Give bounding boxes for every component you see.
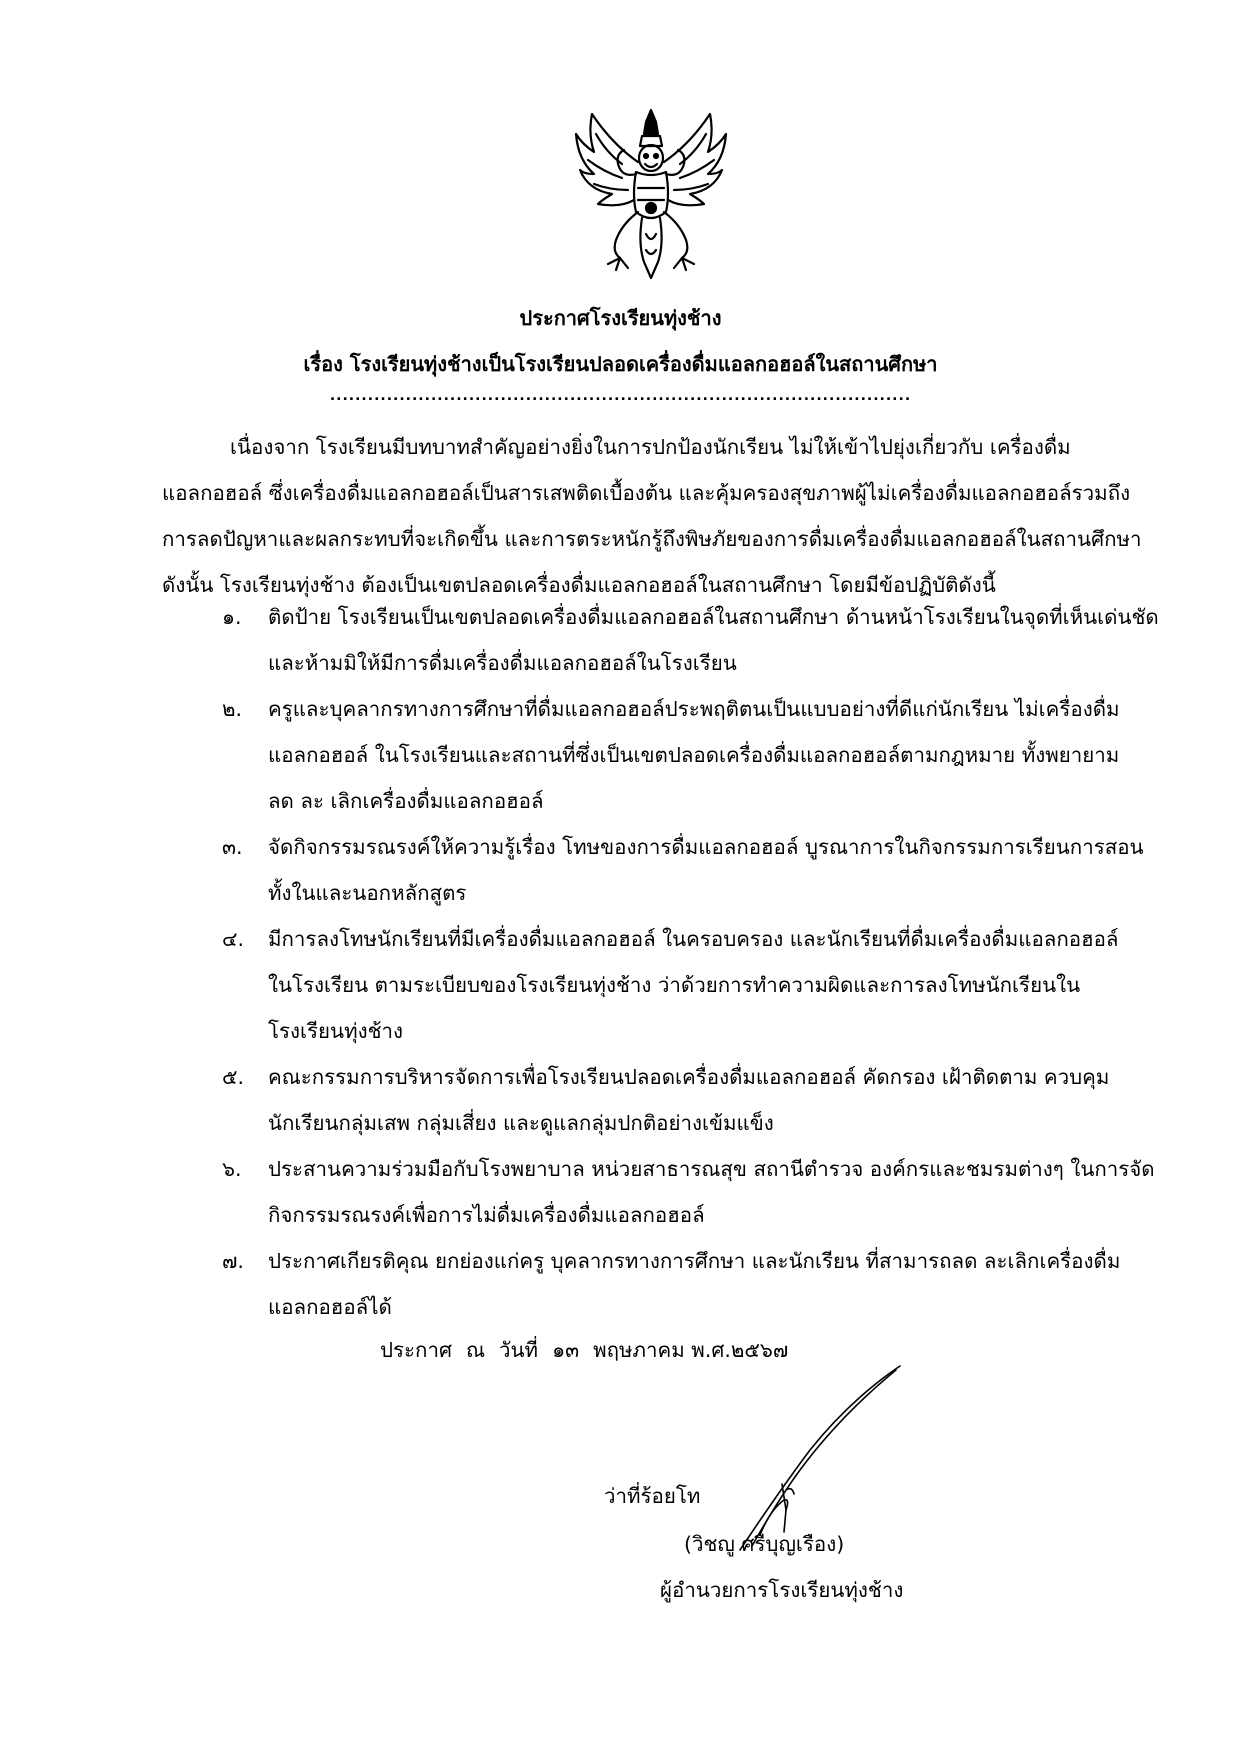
- announce-label: ประกาศ: [380, 1338, 452, 1362]
- item-line: ทั้งในและนอกหลักสูตร: [268, 881, 467, 905]
- announce-month-year: พฤษภาคม พ.ศ.๒๕๖๗: [593, 1338, 789, 1362]
- signer-rank: ว่าที่ร้อยโท: [604, 1484, 701, 1508]
- title-separator: ............................................................................................: [329, 388, 912, 404]
- item-line: กิจกรรมรณรงค์เพื่อการไม่ดื่มเครื่องดื่มแอลกอฮอล์: [268, 1203, 705, 1227]
- item-number: ๕.: [222, 1065, 245, 1089]
- item-line: นักเรียนกลุ่มเสพ กลุ่มเสี่ยง และดูแลกลุ่มปกติอย่างเข้มแข็ง: [268, 1111, 774, 1135]
- list-item: [222, 1238, 1120, 1330]
- announce-day: ๑๓: [552, 1338, 580, 1362]
- item-line: คณะกรรมการบริหารจัดการเพื่อโรงเรียนปลอดเครื่องดื่มแอลกอฮอล์ คัดกรอง เฝ้าติดตาม ควบคุม: [268, 1065, 1110, 1089]
- item-line: ประสานความร่วมมือกับโรงพยาบาล หน่วยสาธารณสุข สถานีตำรวจ องค์กรและชมรมต่างๆ ในการจัด: [268, 1157, 1155, 1181]
- item-line: แอลกอฮอล์ได้: [268, 1295, 392, 1319]
- intro-line: เนื่องจาก โรงเรียนมีบทบาทสำคัญอย่างยิ่งในการปกป้องนักเรียน ไม่ให้เข้าไปยุ่งเกี่ยวกับ เครื่องดื่ม: [230, 435, 1071, 459]
- item-line: ติดป้าย โรงเรียนเป็นเขตปลอดเครื่องดื่มแอลกอฮอล์ในสถานศึกษา ด้านหน้าโรงเรียนในจุดที่เห็นเด่นชัด: [268, 605, 1159, 629]
- document-subject: เรื่อง โรงเรียนทุ่งช้างเป็นโรงเรียนปลอดเครื่องดื่มแอลกอฮอล์ในสถานศึกษา: [303, 352, 938, 376]
- list-item: [222, 824, 1144, 916]
- list-item: [222, 1054, 1109, 1146]
- item-line: ประกาศเกียรติคุณ ยกย่องแก่ครู บุคลากรทางการศึกษา และนักเรียน ที่สามารถลด ละเลิกเครื่องดื่ม: [268, 1249, 1121, 1273]
- intro-line: การลดปัญหาและผลกระทบที่จะเกิดขึ้น และการตระหนักรู้ถึงพิษภัยของการดื่มเครื่องดื่มแอลกอฮอล์ในสถานศึกษา: [162, 527, 1142, 551]
- intro-line: แอลกอฮอล์ ซึ่งเครื่องดื่มแอลกอฮอล์เป็นสารเสพติดเบื้องต้น และคุ้มครองสุขภาพผู้ไม่เครื่องดื่มแอลกอฮอล์รวมถึง: [162, 481, 1131, 505]
- signer-name: (วิชญู ศรีบุญเรือง): [684, 1532, 845, 1556]
- signer-position: ผู้อำนวยการโรงเรียนทุ่งช้าง: [660, 1578, 904, 1602]
- item-number: ๗.: [222, 1249, 244, 1273]
- item-line: ในโรงเรียน ตามระเบียบของโรงเรียนทุ่งช้าง ว่าด้วยการทำความผิดและการลงโทษนักเรียนใน: [268, 973, 1081, 997]
- item-line: โรงเรียนทุ่งช้าง: [268, 1019, 404, 1043]
- list-item: [222, 594, 1159, 686]
- announce-day-label: วันที่: [499, 1338, 539, 1362]
- item-line: จัดกิจกรรมรณรงค์ให้ความรู้เรื่อง โทษของการดื่มแอลกอฮอล์ บูรณาการในกิจกรรมการเรียนการสอน: [268, 835, 1144, 859]
- list-item: [222, 686, 1120, 824]
- item-line: มีการลงโทษนักเรียนที่มีเครื่องดื่มแอลกอฮอล์ ในครอบครอง และนักเรียนที่ดื่มเครื่องดื่มแอลกอฮอล์: [268, 927, 1119, 951]
- item-line: และห้ามมิให้มีการดื่มเครื่องดื่มแอลกอฮอล์ในโรงเรียน: [268, 651, 737, 675]
- item-line: ลด ละ เลิกเครื่องดื่มแอลกอฮอล์: [268, 789, 544, 813]
- item-line: แอลกอฮอล์ ในโรงเรียนและสถานที่ซึ่งเป็นเขตปลอดเครื่องดื่มแอลกอฮอล์ตามกฎหมาย ทั้งพยายาม: [268, 743, 1120, 767]
- intro-paragraph: [162, 424, 1142, 608]
- list-item: [222, 1146, 1155, 1238]
- announce-at: ณ: [465, 1338, 486, 1362]
- intro-line: ดังนั้น โรงเรียนทุ่งช้าง ต้องเป็นเขตปลอดเครื่องดื่มแอลกอฮอล์ในสถานศึกษา โดยมีข้อปฏิบัติดังนี้: [162, 573, 996, 597]
- item-number: ๔.: [222, 927, 245, 951]
- garuda-emblem-icon: [572, 104, 730, 282]
- item-number: ๓.: [222, 835, 243, 859]
- item-number: ๖.: [222, 1157, 242, 1181]
- item-number: ๑.: [222, 605, 242, 629]
- item-line: ครูและบุคลากรทางการศึกษาที่ดื่มแอลกอฮอล์ประพฤติตนเป็นแบบอย่างที่ดีแก่นักเรียน ไม่เครื่องดื่ม: [268, 697, 1120, 721]
- list-item: [222, 916, 1118, 1054]
- document-title: ประกาศโรงเรียนทุ่งช้าง: [519, 306, 722, 330]
- item-number: ๒.: [222, 697, 243, 721]
